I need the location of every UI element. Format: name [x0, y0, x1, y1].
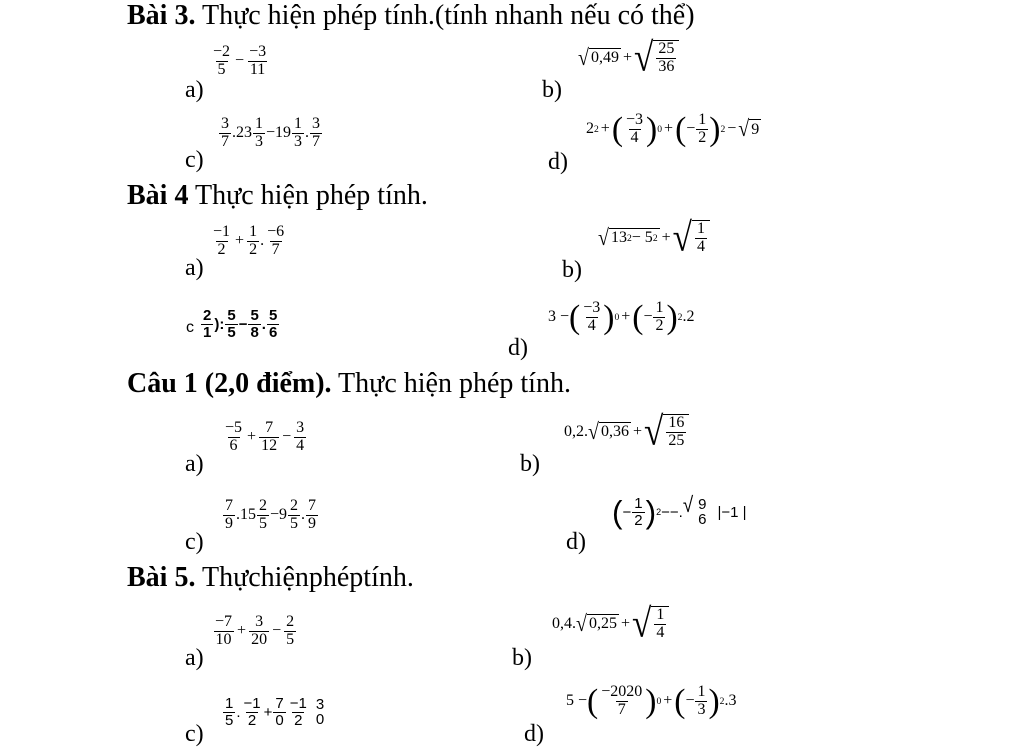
fraction: [273, 696, 285, 729]
bai4-c-expr: [200, 308, 280, 341]
bai5-c-expr: [222, 696, 327, 729]
numerator: 9: [698, 495, 707, 513]
numerator: 7: [308, 497, 317, 514]
bai3-b-label: b): [542, 77, 562, 103]
numerator: 3: [221, 115, 229, 132]
numerator: 3: [315, 695, 325, 713]
fraction: [201, 308, 213, 341]
sqrt-icon: [632, 601, 669, 646]
operator: +: [247, 428, 257, 446]
exponent: 2: [652, 232, 658, 244]
operator: +: [664, 120, 674, 138]
radicand: [653, 40, 679, 76]
radical-sign: √: [634, 35, 654, 80]
fraction: [211, 224, 232, 259]
radicand: 0,49: [590, 49, 619, 67]
math-term: .2: [682, 308, 695, 326]
fraction: [292, 116, 304, 151]
fraction: [624, 112, 645, 147]
denominator: 4: [587, 316, 596, 334]
cau1-instruction: Thực hiện phép tính.: [331, 368, 571, 399]
bai3-instruction: Thực hiện phép tính.(tính nhanh nếu có thể): [195, 0, 695, 31]
bai5-d-label: d): [524, 721, 544, 747]
denominator: 3: [294, 132, 303, 150]
cau1-heading: [127, 370, 571, 398]
denominator: 8: [250, 323, 259, 341]
parenthesis: ): [645, 682, 657, 720]
numerator: 1: [656, 606, 665, 623]
denominator: 20: [251, 630, 268, 648]
operator: +: [663, 692, 673, 710]
parenthesis: (: [611, 110, 624, 148]
parenthesis: ): [709, 110, 721, 148]
fraction: [666, 415, 686, 450]
math-term: 0,2.: [564, 422, 588, 440]
numerator: −5: [225, 419, 243, 436]
bai4-d-expr: [548, 300, 694, 335]
numerator: 5: [250, 307, 259, 324]
math-term: .: [261, 315, 266, 333]
fraction: [581, 300, 602, 335]
denominator: 2: [698, 128, 707, 146]
numerator: −1: [213, 223, 231, 240]
sqrt-icon: [738, 116, 761, 142]
cau1-a-label: a): [185, 451, 204, 477]
radical-sign: √: [682, 491, 694, 516]
operator: −: [282, 428, 292, 446]
numerator: 2: [203, 307, 212, 324]
numerator: 5: [227, 307, 236, 324]
math-term: 0,4.: [552, 614, 576, 632]
math-term: −: [622, 503, 632, 521]
parenthesis: (: [675, 110, 687, 148]
denominator: 5: [225, 711, 234, 729]
fraction: [288, 498, 300, 533]
numerator: −7: [215, 613, 233, 630]
bai5-number: Bài 5.: [127, 562, 196, 593]
radical-sign: √: [738, 116, 750, 142]
cau1-b-expr: [564, 409, 689, 454]
numerator: 7: [225, 497, 233, 514]
bai5-d-expr: [566, 684, 736, 719]
numerator: −3: [583, 299, 601, 316]
parenthesis: ): [646, 110, 658, 148]
fraction: [247, 224, 259, 259]
denominator: 7: [312, 132, 321, 150]
parenthesis: ): [708, 682, 720, 720]
exponent: 2: [594, 123, 599, 135]
denominator: 9: [308, 514, 317, 532]
denominator: 2: [294, 711, 303, 729]
radical-sign: √: [632, 601, 652, 646]
fraction: [653, 300, 665, 335]
bai4-number: Bài 4: [127, 180, 189, 211]
operator: −: [272, 622, 282, 640]
denominator: 6: [229, 436, 238, 454]
bai3-number: Bài 3.: [127, 0, 196, 31]
sqrt-icon: [644, 409, 689, 454]
numerator: 1: [698, 111, 707, 128]
radical-sign: √: [576, 611, 587, 637]
denominator: 25: [668, 431, 685, 449]
numerator: 1: [294, 115, 303, 132]
math-term: .15: [236, 506, 256, 524]
operator: +: [621, 308, 631, 326]
parenthesis: (: [569, 298, 581, 336]
fraction: [242, 696, 263, 729]
fraction: [284, 614, 296, 649]
fraction: [247, 44, 268, 79]
denominator: 36: [658, 57, 675, 75]
numerator: 2: [290, 497, 299, 514]
numerator: −2020: [601, 683, 643, 700]
numerator: −2: [213, 43, 231, 60]
denominator: 2: [655, 316, 664, 334]
denominator: 1: [203, 323, 212, 341]
math-term: +: [263, 703, 273, 721]
bai3-d-label: d): [548, 149, 568, 175]
bai4-d-label: d): [508, 335, 528, 361]
bai5-a-label: a): [185, 645, 204, 671]
exponent: 2: [677, 311, 683, 323]
cau1-a-expr: [222, 420, 307, 455]
cau1-b-label: b): [520, 451, 540, 477]
denominator: 2: [217, 240, 226, 258]
denominator: 6: [698, 511, 707, 529]
bai5-heading: [127, 564, 414, 592]
math-term: .: [236, 703, 241, 721]
fraction: [259, 420, 279, 455]
math-term: 5 −: [566, 692, 588, 710]
numerator: 7: [275, 695, 284, 712]
bai4-instruction: Thực hiện phép tính.: [188, 180, 428, 211]
bai3-a-expr: [210, 44, 269, 79]
fraction: [211, 44, 232, 79]
fraction: [223, 696, 235, 729]
denominator: 7: [271, 240, 280, 258]
numerator: −1: [243, 695, 261, 712]
numerator: 7: [265, 419, 274, 436]
denominator: 9: [225, 514, 233, 532]
denominator: 6: [268, 323, 278, 341]
math-term: 2: [586, 120, 594, 138]
denominator: 0: [275, 711, 284, 729]
bai5-b-label: b): [512, 645, 532, 671]
bai3-heading: [127, 2, 695, 30]
numerator: 3: [296, 419, 305, 436]
bai3-d-expr: [586, 112, 761, 147]
fraction: [225, 308, 237, 341]
fraction: [223, 498, 235, 533]
radicand: 9: [751, 120, 760, 138]
math-term: |−1 |: [717, 503, 747, 521]
math-term: 3 −: [548, 308, 570, 326]
bai4-b-expr: [598, 215, 710, 260]
fraction: [599, 684, 644, 719]
math-term: −−.: [661, 503, 683, 521]
parenthesis: (: [674, 682, 686, 720]
denominator: 4: [630, 128, 639, 146]
numerator: 1: [655, 299, 664, 316]
denominator: 5: [217, 60, 226, 78]
operator: +: [235, 232, 245, 250]
numerator: −3: [249, 43, 267, 60]
sqrt-icon: [578, 45, 621, 71]
exponent: 0: [657, 123, 663, 135]
radicand: 0,25: [588, 615, 617, 633]
math-term: −: [685, 692, 695, 710]
numerator: 3: [312, 115, 321, 132]
denominator: 5: [286, 630, 295, 648]
denominator: 2: [249, 240, 258, 258]
fraction: [632, 496, 644, 529]
radical-sign: √: [598, 225, 609, 251]
math-term: .23: [232, 124, 252, 142]
denominator: 3: [255, 132, 263, 150]
numerator: 1: [697, 683, 706, 700]
sqrt-icon: [672, 215, 710, 260]
fraction: [253, 116, 265, 151]
exponent: 2: [626, 232, 632, 244]
math-term: −9: [270, 506, 288, 524]
cau1-c-label: c): [185, 529, 204, 555]
denominator: 4: [696, 237, 705, 255]
cau1-d-expr: [612, 491, 747, 530]
exponent: 0: [614, 311, 620, 323]
cau1-c-expr: [222, 498, 319, 533]
bai4-a-label: a): [185, 255, 204, 281]
math-term: −: [643, 308, 653, 326]
parenthesis: ): [645, 493, 657, 530]
fraction: [219, 116, 231, 151]
fraction: [306, 498, 318, 533]
denominator: 7: [221, 132, 229, 150]
parenthesis: (: [612, 493, 623, 530]
numerator: 1: [634, 495, 643, 512]
numerator: 2: [286, 613, 295, 630]
exponent: 2: [719, 695, 725, 707]
radicand: [693, 497, 711, 529]
sqrt-icon: [682, 491, 712, 529]
numerator: −1: [289, 695, 307, 712]
radicand: 13 2 − 5 2: [610, 229, 658, 247]
sqrt-icon: [634, 35, 679, 80]
fraction: [257, 498, 269, 533]
fraction: [267, 308, 279, 341]
denominator: 5: [227, 323, 236, 341]
fraction: [223, 420, 244, 455]
fraction: [213, 614, 234, 649]
operator: +: [600, 120, 610, 138]
bai3-b-expr: [578, 35, 679, 80]
radicand: [692, 220, 710, 256]
fraction: [654, 607, 666, 642]
fraction: [696, 497, 708, 529]
operator: +: [661, 228, 671, 246]
numerator: 1: [696, 220, 705, 237]
denominator: 4: [656, 623, 665, 641]
math-term: .: [305, 124, 310, 142]
radical-sign: √: [588, 419, 599, 445]
sqrt-icon: [576, 611, 619, 637]
bai5-b-expr: [552, 601, 669, 646]
fraction: [288, 696, 309, 729]
denominator: 5: [259, 514, 267, 532]
denominator: 5: [290, 514, 299, 532]
radicand: [663, 414, 689, 450]
operator: +: [620, 614, 631, 632]
bai4-c-label: c: [186, 319, 194, 336]
numerator: 2: [259, 497, 267, 514]
numerator: 1: [249, 223, 258, 240]
parenthesis: (: [587, 682, 599, 720]
exponent: 2: [656, 506, 662, 517]
math-term: .: [260, 232, 265, 250]
numerator: 25: [658, 40, 675, 57]
math-term: ):: [214, 315, 225, 333]
denominator: 11: [249, 60, 266, 78]
radicand: 0,36: [600, 423, 629, 441]
parenthesis: (: [632, 298, 644, 336]
numerator: 1: [255, 115, 263, 132]
math-term: .3: [724, 692, 737, 710]
bai3-c-label: c): [185, 147, 204, 173]
denominator: 4: [296, 436, 305, 454]
fraction: [696, 112, 708, 147]
sqrt-icon: [588, 419, 631, 445]
fraction: [656, 41, 676, 76]
fraction: [695, 684, 707, 719]
numerator: −3: [626, 111, 644, 128]
bai5-instruction: Thựchiệnphéptính.: [195, 562, 414, 593]
bai5-c-label: c): [185, 721, 204, 747]
denominator: 12: [261, 436, 278, 454]
exponent: 2: [720, 123, 726, 135]
denominator: 3: [697, 700, 706, 718]
fraction: [249, 614, 269, 649]
fraction: [248, 308, 260, 341]
math-term: −: [686, 120, 696, 138]
denominator: 2: [247, 711, 257, 729]
numerator: 1: [225, 695, 234, 712]
sqrt-icon: [598, 225, 660, 251]
math-term: −: [238, 315, 248, 333]
numerator: −6: [267, 223, 285, 240]
bai3-a-label: a): [185, 77, 204, 103]
math-term: −19: [266, 124, 292, 142]
radicand: [651, 606, 669, 642]
denominator: 7: [617, 700, 626, 718]
operator: +: [632, 422, 643, 440]
bai5-a-expr: [212, 614, 297, 649]
operator: +: [237, 622, 247, 640]
cau1-number: Câu 1 (2,0 điểm).: [127, 368, 332, 399]
exponent: 0: [656, 695, 662, 707]
bai3-c-expr: [218, 116, 323, 151]
operator: −: [727, 120, 737, 138]
radical-sign: √: [672, 215, 692, 260]
numerator: 5: [268, 307, 278, 324]
fraction: [695, 221, 707, 256]
numerator: 3: [255, 613, 264, 630]
cau1-d-label: d): [566, 529, 586, 555]
operator: −: [235, 52, 245, 70]
bai4-heading: [127, 182, 428, 210]
denominator: 0: [315, 711, 325, 729]
denominator: 10: [215, 630, 232, 648]
parenthesis: ): [666, 298, 678, 336]
parenthesis: ): [603, 298, 615, 336]
fraction: [310, 116, 322, 151]
fraction: [314, 697, 326, 729]
bai4-b-label: b): [562, 257, 582, 283]
math-term: .: [301, 506, 306, 524]
radical-sign: √: [578, 45, 589, 71]
radical-sign: √: [644, 409, 664, 454]
fraction: [294, 420, 306, 455]
denominator: 2: [634, 511, 643, 529]
numerator: 16: [668, 414, 685, 431]
fraction: [265, 224, 286, 259]
bai4-a-expr: [210, 224, 287, 259]
operator: +: [622, 48, 633, 66]
